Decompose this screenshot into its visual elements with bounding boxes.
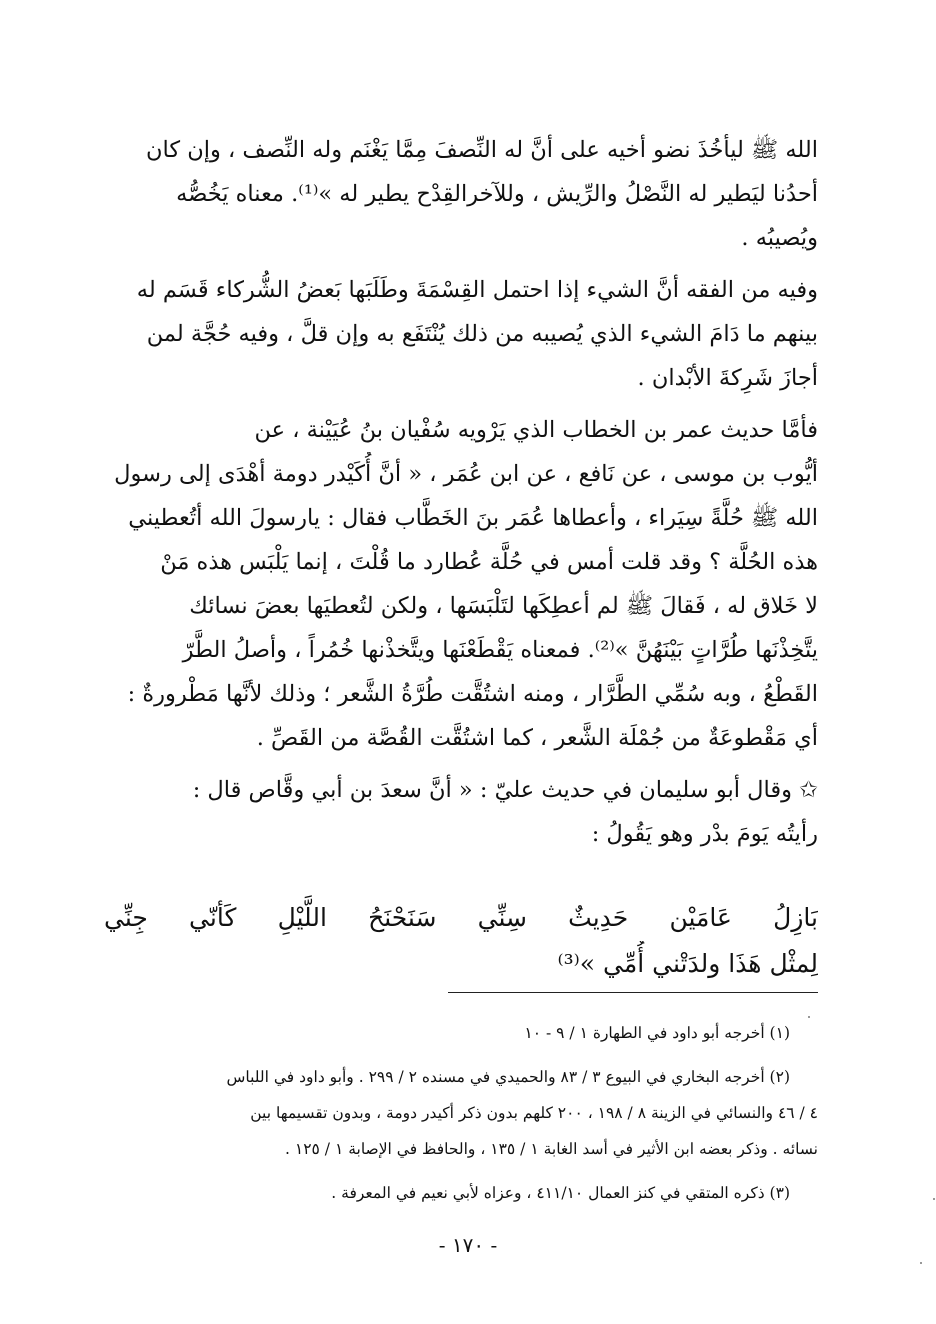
footnote-divider — [448, 992, 818, 993]
text-line: بينهم ما دَامَ الشيء الذي يُصيبه من ذلك يُنْتَفَع به وإن قلَّ ، وفيه حُجَّة لمن — [146, 321, 818, 347]
footnote-line: (٢) أخرجه البخاري في البيوع ٣ / ٨٣ والحميدي في مسنده ٢ / ٢٩٩ . وأبو داود في اللباس — [226, 1068, 790, 1086]
speck-mark — [920, 1262, 922, 1264]
text-line: أجازَ شَرِكةَ الأبْدان . — [637, 365, 818, 391]
text-line: أي مَقْطوعَةٌ من جُمْلَة الشَّعر ، كما اشتُقَّت القُصَّة من القَصِّ . — [256, 725, 818, 751]
footnote-2 — [104, 1059, 818, 1167]
footnote-1 — [104, 1015, 818, 1051]
text-line: هذه الحُلَّة ؟ وقد قلت أمس في حُلَّة عُطارد ما قُلْتَ ، إنما يَلْبَس هذه مَنْ — [160, 549, 818, 575]
paragraph-3 — [104, 408, 818, 760]
paragraph-1 — [104, 128, 818, 260]
paragraph-4 — [104, 768, 818, 856]
footnotes — [104, 1015, 818, 1219]
footnote-line: (٣) ذكره المتقي في كنز العمال ٤١١/١٠ ، وعزاه لأبي نعيم في المعرفة . — [331, 1184, 790, 1202]
text-line: يتَّخِذْنَها طُرَّاتٍ بَيْنَهُنَّ »⁽²⁾. فمعناه يَقْطَعْنَها ويتَّخذْنها خُمُراً ، وأصلُ الطَّرّ — [182, 637, 818, 663]
footnote-line: ٤ / ٤٦ والنسائي في الزينة ٨ / ١٩٨ ، ٢٠٠ كلهم بدون ذكر أكيدر دومة ، وبدون تقسيمها بين — [250, 1104, 818, 1122]
footnote-3 — [104, 1175, 818, 1211]
text-line: الله ﷺ ليأخُذَ نضو أخيه على أنَّ له النِّصفَ مِمَّا يَغْنَم وله النِّصف ، وإن كان — [145, 137, 818, 163]
verse-line-2: لِمثْل هَذَا ولدَتْني أُمِّي »⁽³⁾ — [557, 949, 818, 978]
speck-mark — [808, 1016, 810, 1018]
text-line: الله ﷺ حُلَّةً سِيَراء ، وأعطاها عُمَر بنَ الخَطَّاب فقال : يارسولَ الله أتُعطيني — [128, 505, 818, 531]
verse-line-1: بَازِلُ عَامَيْن حَدِيثٌ سِنِّي سَنَحْنَحُ اللَّيْلِ كَأنّي جِنِّي — [104, 903, 818, 932]
speck-mark — [933, 1198, 935, 1200]
footnote-line: نسائه . وذكر بعضه ابن الأثير في أسد الغابة ١ / ١٣٥ ، والحافظ في الإصابة ١ / ١٢٥ . — [285, 1140, 818, 1158]
text-line: رأيتُه يَومَ بدْر وهو يَقُولُ : — [591, 821, 818, 847]
footnote-line: (١) أخرجه أبو داود في الطهارة ١ / ٩ - ١٠ — [524, 1024, 790, 1042]
poetry-verse — [104, 895, 818, 987]
page-number: - ١٧٠ - — [438, 1233, 498, 1257]
text-line: لا خَلاق له ، فَقالَ ﷺ لم أعطِكَها لتَلْبَسَها ، ولكن لتُعطيَها بعضَ نسائك — [189, 593, 818, 619]
paragraph-2 — [104, 268, 818, 400]
text-line: فأمَّا حديث عمر بن الخطاب الذي يَرْويه سُفْيان بنُ عُيَيْنة ، عن — [254, 417, 818, 443]
text-line: أيُّوب بن موسى ، عن نَافع ، عن ابن عُمَر ، « أنَّ أُكَيْدر دومة أهْدَى إلى رسول — [114, 461, 818, 487]
text-line: القَطْعُ ، وبه سُمِّي الطَّرَّار ، ومنه اشتُقَّت طُرَّةُ الشَّعر ؛ وذلك لأنَّها مَطْرورةٌ : — [127, 681, 818, 707]
text-line: ويُصيبُه . — [741, 225, 818, 251]
text-line: وفيه من الفقه أنَّ الشيء إذا احتمل القِسْمَةَ وطَلَبَها بَعضُ الشُّركاء قَسَم له — [136, 277, 818, 303]
main-text — [104, 128, 818, 864]
text-line: ✩ وقال أبو سليمان في حديث عليّ : « أنَّ سعدَ بن أبي وقَّاص قال : — [192, 777, 818, 803]
text-line: أحدُنا ليَطير له النَّصْلُ والرِّيش ، وللآخرالقِدْح يطير له »⁽¹⁾. معناه يَخُصُّه — [176, 181, 818, 207]
